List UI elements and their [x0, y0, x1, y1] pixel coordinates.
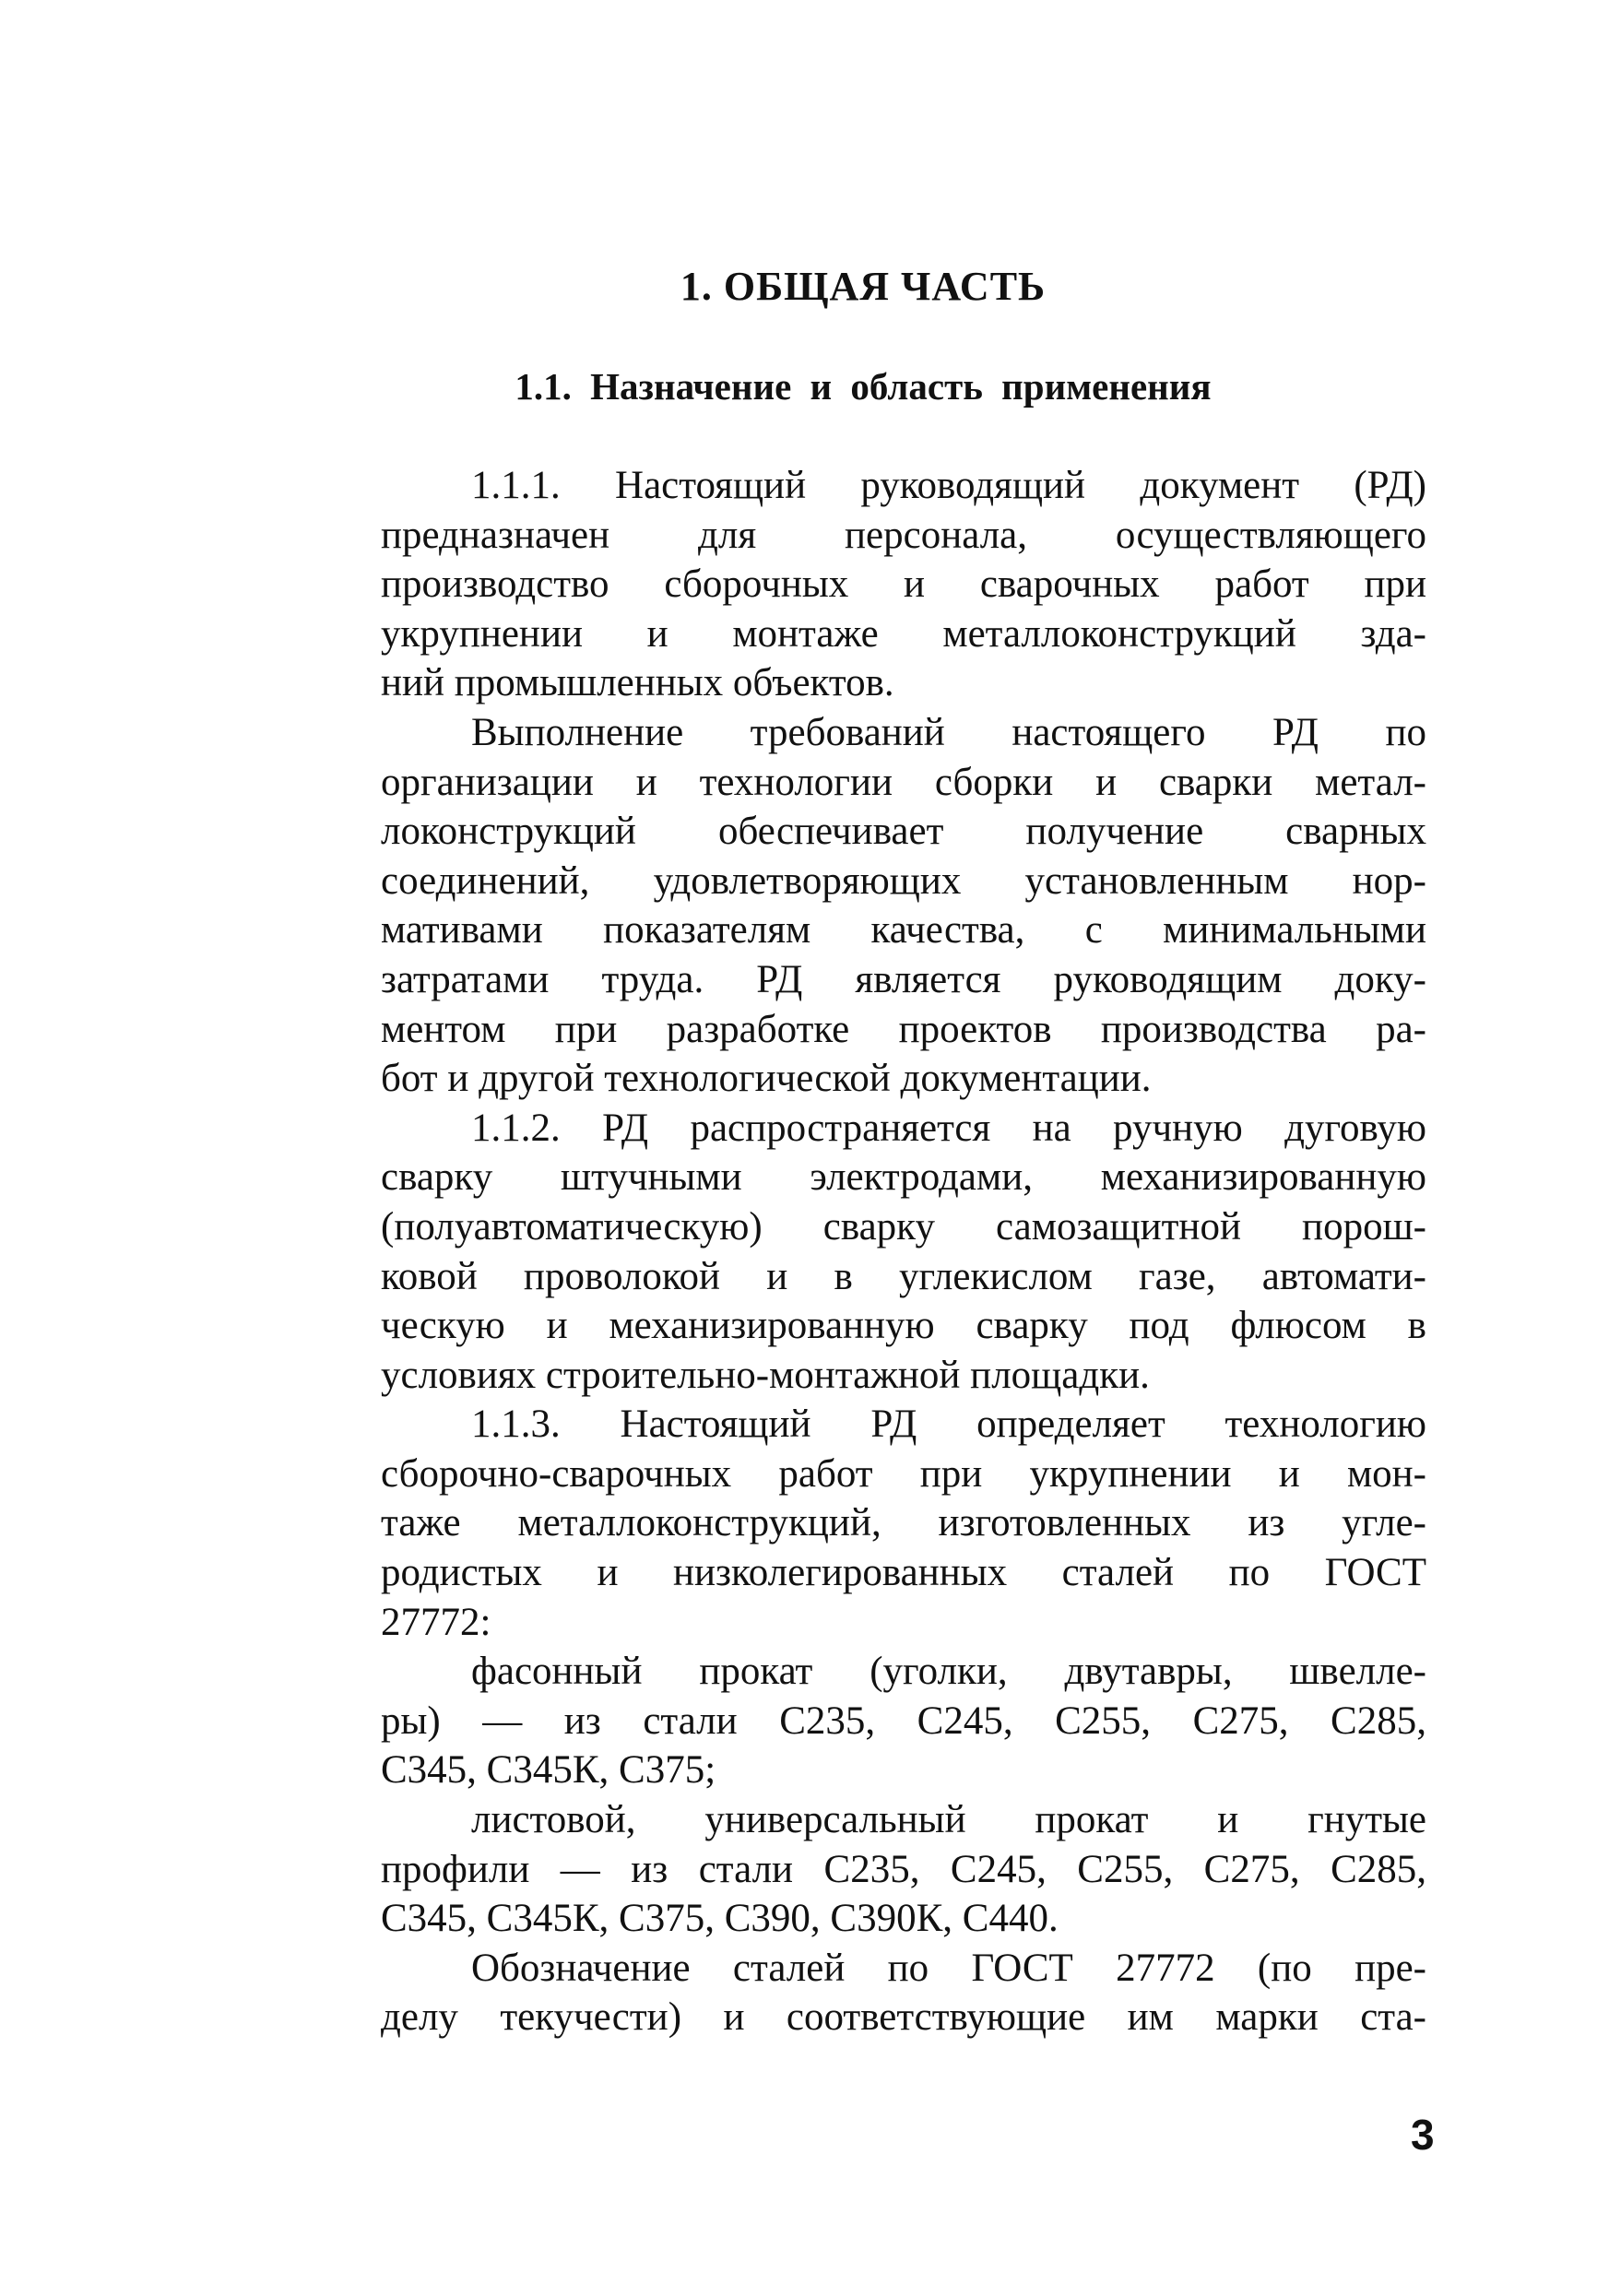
text-line: родистых и низколегированных сталей по ГОСТ	[381, 1551, 1426, 1595]
text-line: ры) — из стали С235, С245, С255, С275, С285,	[381, 1698, 1426, 1743]
text-line: соединений, удовлетворяющих установленным нор-	[381, 858, 1426, 903]
text-line: ний промышленных объектов.	[381, 661, 894, 705]
text-line: таже металлоконструкций, изготовленных из угле-	[381, 1501, 1426, 1545]
text-line: Обозначение сталей по ГОСТ 27772 (по пре-	[471, 1946, 1426, 1990]
text-line: 1.1.2. РД распространяется на ручную дуговую	[471, 1106, 1426, 1150]
text-line: Выполнение требований настоящего РД по	[471, 710, 1426, 754]
text-line: 27772:	[381, 1600, 491, 1644]
subsection-heading: 1.1. Назначение и область применения	[515, 365, 1212, 408]
text-line: мативами показателям качества, с минимальными	[381, 908, 1426, 953]
text-line: (полуавтоматическую) сварку самозащитной порош-	[381, 1204, 1426, 1249]
text-line: С345, С345К, С375, С390, С390К, С440.	[381, 1897, 1059, 1941]
text-line: организации и технологии сборки и сварки метал-	[381, 760, 1426, 804]
text-line: предназначен для персонала, осуществляющего	[381, 513, 1426, 557]
text-line: сборочно-сварочных работ при укрупнении и мон-	[381, 1451, 1426, 1496]
text-line: профили — из стали С235, С245, С255, С275, С285,	[381, 1847, 1426, 1891]
page-number: 3	[1411, 2111, 1435, 2159]
section-heading: 1. ОБЩАЯ ЧАСТЬ	[680, 264, 1047, 309]
text-line: ческую и механизированную сварку под флюсом в	[381, 1304, 1426, 1348]
text-line: затратами труда. РД является руководящим доку-	[381, 957, 1426, 1001]
text-line: 1.1.3. Настоящий РД определяет технологию	[471, 1402, 1426, 1447]
text-line: производство сборочных и сварочных работ при	[381, 562, 1426, 607]
text-line: сварку штучными электродами, механизированную	[381, 1155, 1426, 1200]
text-line: укрупнении и монтаже металлоконструкций зда-	[381, 611, 1426, 656]
text-line: С345, С345К, С375;	[381, 1748, 716, 1793]
text-line: фасонный прокат (уголки, двутавры, швелле-	[471, 1650, 1426, 1694]
text-line: ментом при разработке проектов производства ра-	[381, 1007, 1426, 1051]
text-line: листовой, универсальный прокат и гнутые	[471, 1798, 1426, 1842]
text-line: делу текучести) и соответствующие им марки ста-	[381, 1995, 1426, 2040]
text-line: бот и другой технологической документации.	[381, 1057, 1152, 1101]
body-text	[381, 461, 1426, 2042]
text-line: локонструкций обеспечивает получение сварных	[381, 810, 1426, 854]
text-line: условиях строительно-монтажной площадки.	[381, 1353, 1150, 1397]
text-line: ковой проволокой и в углекислом газе, автомати-	[381, 1254, 1426, 1298]
text-line: 1.1.1. Настоящий руководящий документ (РД)	[471, 464, 1426, 507]
